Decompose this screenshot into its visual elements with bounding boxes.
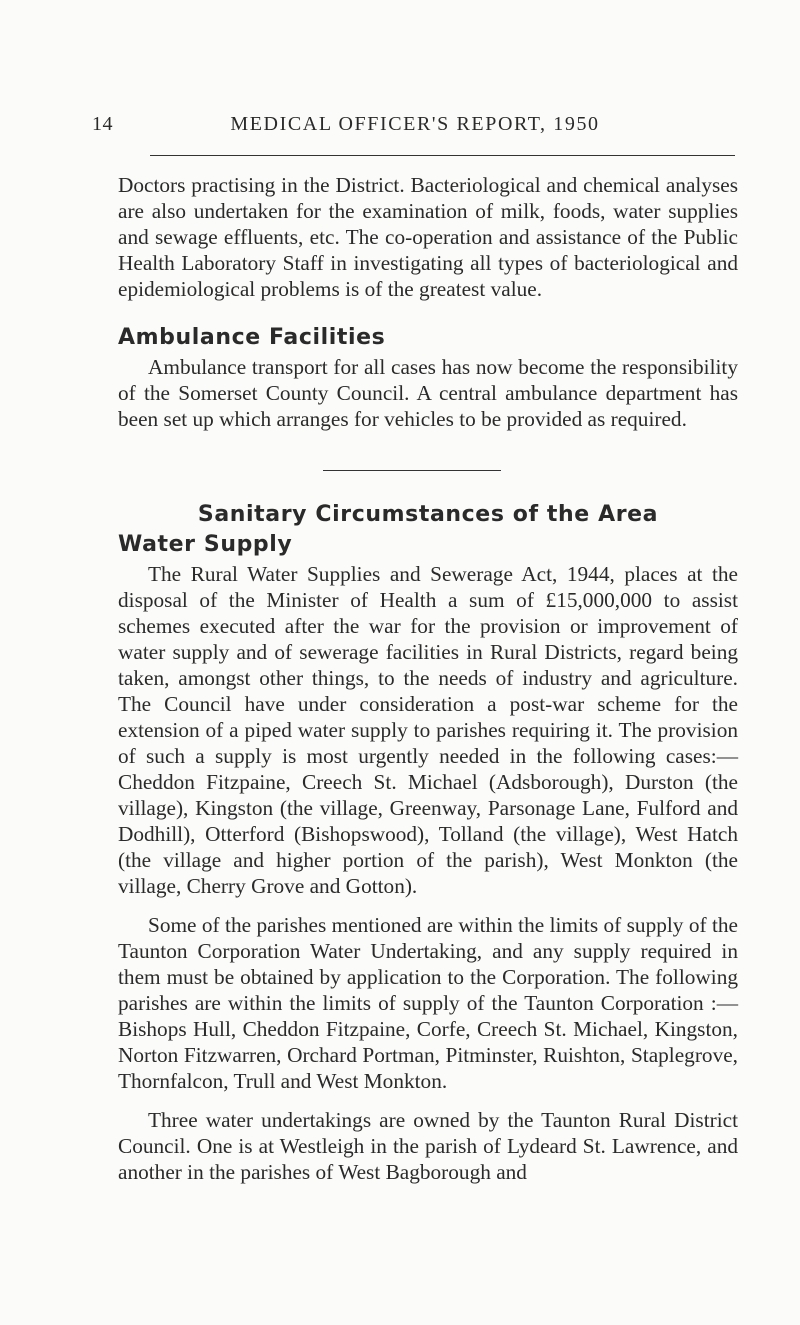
ambulance-paragraph: Ambulance transport for all cases has now become the responsibility of the Somerset County Council. A central ambulance department has been set up which arranges for vehicles to be provided as required. — [118, 355, 738, 431]
water-supply-paragraph-3: Three water undertakings are owned by the Taunton Rural District Council. One is at Westleigh in the parish of Lydeard St. Lawrence, and another in the parishes of West Bagborough and — [118, 1108, 738, 1184]
intro-paragraph: Doctors practising in the District. Bacteriological and chemical analyses are also undertaken for the examination of milk, foods, water supplies and sewage effluents, etc. The co-operation and assistance of the Public Health Laboratory Staff in investigating all types of bacteriological and epidemiological problems is of the greatest value. — [118, 173, 738, 301]
page-number: 14 — [92, 113, 113, 135]
ambulance-heading: Ambulance Facilities — [118, 325, 386, 350]
page-content — [118, 172, 738, 1185]
page-header — [92, 113, 738, 143]
water-supply-paragraph-2: Some of the parishes mentioned are within the limits of supply of the Taunton Corporation Water Undertaking, and any supply required in them must be obtained by application to the Corporation. The following parishes are within the limits of supply of the Taunton Corporation :—Bishops Hull, Cheddon Fitzpaine, Corfe, Creech St. Michael, Kingston, Norton Fitzwarren, Orchard Portman, Pitminster, Ruishton, Staplegrove, Thornfalcon, Trull and West Monkton. — [118, 913, 738, 1093]
section-divider — [323, 470, 501, 471]
header-rule — [150, 155, 735, 156]
sanitary-heading: Sanitary Circumstances of the Area — [197, 502, 659, 527]
water-supply-paragraph-1: The Rural Water Supplies and Sewerage Act, 1944, places at the disposal of the Minister of Health a sum of £15,000,000 to assist schemes executed after the war for the provision or improvement of water supply and of sewerage facilities in Rural Districts, regard being taken, amongst other things, to the needs of industry and agriculture. The Council have under consideration a post-war scheme for the extension of a piped water supply to parishes requiring it. The provision of such a supply is most urgently needed in the following cases:—Cheddon Fitzpaine, Creech St. Michael (Adsborough), Durston (the village), Kingston (the village, Greenway, Parsonage Lane, Fulford and Dodhill), Otterford (Bishopswood), Tolland (the village), West Hatch (the village and higher portion of the parish), West Monkton (the village, Cherry Grove and Gotton). — [118, 562, 738, 898]
water-supply-heading: Water Supply — [118, 532, 293, 557]
running-title: MEDICAL OFFICER'S REPORT, 1950 — [230, 113, 600, 135]
